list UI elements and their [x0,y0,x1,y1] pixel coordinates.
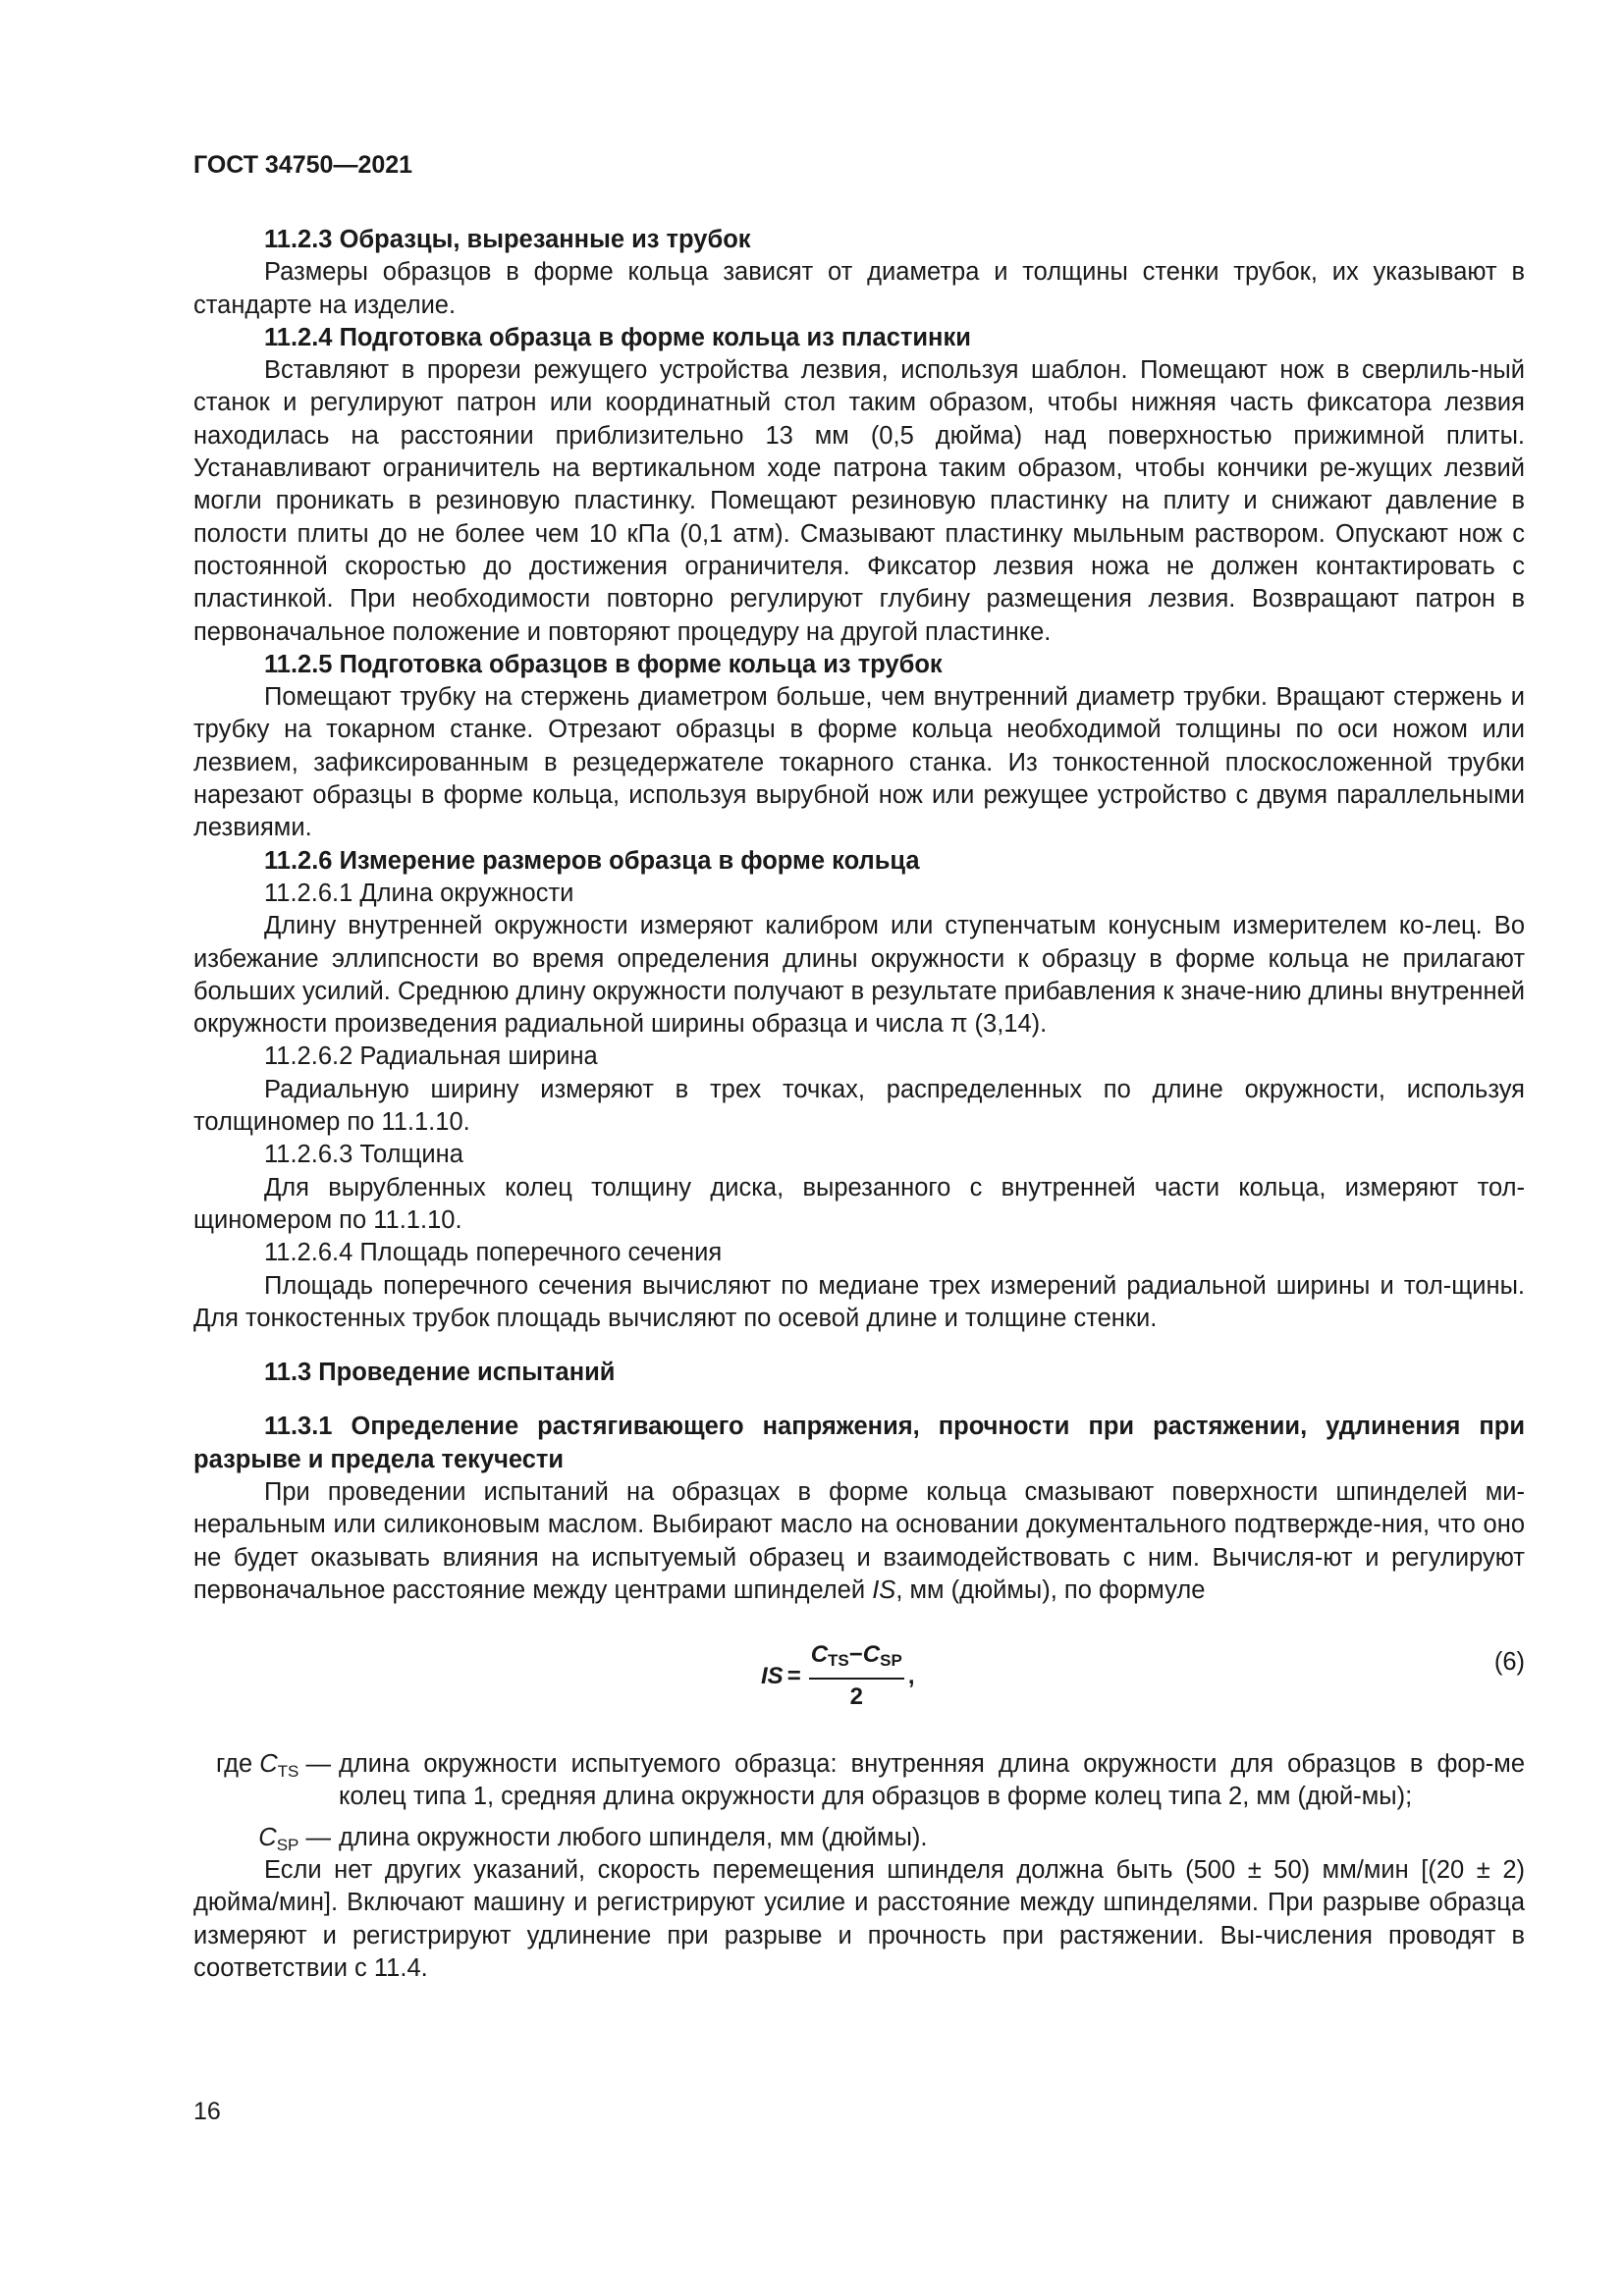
definition-prefix: где [215,1750,260,1779]
formula-c-ts-sub: TS [828,1651,849,1671]
paragraph-11-2-4: Вставляют в прорези режущего устройства лезвия, используя шаблон. Помещают нож в сверлиль-ный станок и регулируют патрон или координатный стол таким образом, чтобы нижняя часть фиксатора лезвия находилась на расстоянии приблизительно 13 мм (0,5 дюйма) над поверхностью прижимной плиты. Устанавливают ограничитель на вертикальном ходе патрона таким образом, чтобы кончики ре-жущих лезвий могли проникать в резиновую пластинку. Помещают резиновую пластинку на плиту и снижают давление в полости плиты до не более чем 10 кПа (0,1 атм). Смазывают пластинку мыльным раствором. Опускают нож с постоянной скоростью до достижения ограничителя. Фиксатор лезвия ножа не должен контактировать с пластинкой. При необходимости повторно регулируют глубину размещения лезвия. Возвращают патрон в первоначальное положение и повторяют процедуру на другой пластинке. [193,356,1525,646]
subsection-title-11-2-6-4: 11.2.6.4 Площадь поперечного сечения [264,1239,723,1267]
definition-symbol-letter: C [258,1823,277,1851]
definition-c-sp [193,1822,1525,1854]
definition-symbol [193,1822,331,1861]
section-title-11-3: 11.3 Проведение испытаний [264,1359,616,1387]
definition-c-ts [193,1748,1525,1814]
definition-symbol-sub: TS [277,1762,299,1782]
definitions-list [193,1748,1525,1854]
formula-c-sp-sub: SP [880,1651,902,1671]
formula-lhs: IS [761,1662,784,1689]
formula-fraction [809,1638,904,1714]
section-title-11-2-5: 11.2.5 Подготовка образцов в форме кольца из трубок [264,650,943,678]
subsection-title-11-2-6-1: 11.2.6.1 Длина окружности [264,879,574,907]
paragraph-11-2-5: Помещают трубку на стержень диаметром больше, чем внутренний диаметр трубки. Вращают стержень и трубку на токарном станке. Отрезают образцы в форме кольца необходимой толщины по оси ножом или лезвием, зафиксированным в резцедержателе токарного станка. Из тонкостенной плоскосложенной трубки нарезают образцы в форме кольца, используя вырубной нож или режущее устройство с двумя параллельными лезвиями. [193,683,1525,842]
subsection-title-11-2-6-3: 11.2.6.3 Толщина [264,1141,463,1169]
subsection-title-11-2-6-2: 11.2.6.2 Радиальная ширина [264,1042,598,1071]
definition-text: длина окружности любого шпинделя, мм (дюймы). [339,1823,928,1851]
paragraph-speed: Если нет других указаний, скорость перемещения шпинделя должна быть (500 ± 50) мм/мин [(20 ± 2) дюйма/мин]. Включают машину и регистрируют усилие и расстояние между шпинделями. При разрыве образца измеряют и регистрируют удлинение при разрыве и прочность при растяжении. Вы-числения проводят в соответствии с 11.4. [193,1856,1525,1982]
paragraph-11-3-1 [193,1476,1525,1607]
definition-symbol [193,1748,331,1788]
paragraph-11-2-6-1: Длину внутренней окружности измеряют калибром или ступенчатым конусным измерителем ко-лец. Во избежание эллипсности во время определения длины окружности к образцу в форме кольца не прилагают больших усилий. Среднюю длину окружности получают в результате прибавления к значе-нию длины внутренней окружности произведения радиальной ширины образца и числа π (3,14). [193,912,1525,1039]
formula-c-ts: C [810,1641,829,1669]
page-body [193,224,1525,1985]
paragraph-11-2-6-2: Радиальную ширину измеряют в трех точках, распределенных по длине окружности, используя толщиномер по 11.1.10. [193,1075,1525,1137]
paragraph-11-2-6-3: Для вырубленных колец толщину диска, вырезанного с внутренней части кольца, измеряют тол-щиномером по 11.1.10. [193,1173,1525,1234]
paragraph-11-2-3: Размеры образцов в форме кольца зависят от диаметра и толщины стенки трубок, их указывают в стандарте на изделие. [193,258,1525,319]
formula-comma: , [907,1662,915,1689]
formula-equals: = [786,1662,801,1689]
formula-expression [761,1638,915,1714]
paragraph-11-3-1-text: При проведении испытаний на образцах в форме кольца смазывают поверхности шпинделей ми-неральным или силиконовым маслом. Выбирают масло на основании документального подтвержде-ния, что оно не будет оказывать влияния на испытуемый образец и взаимодействовать с ним. Вычисля-ют и регулируют первоначальное расстояние между центрами шпинделей [193,1477,1525,1604]
definition-dash: — [298,1823,331,1851]
paragraph-11-2-6-4: Площадь поперечного сечения вычисляют по медиане трех измерений радиальной ширины и тол-щины. Для тонкостенных трубок площадь вычисляют по осевой длине и толщине стенки. [193,1271,1525,1332]
variable-is: IS [872,1575,896,1604]
formula-denominator: 2 [849,1683,863,1711]
section-title-11-2-6: 11.2.6 Измерение размеров образца в форме кольца [264,846,920,875]
section-title-11-2-3: 11.2.3 Образцы, вырезанные из трубок [264,226,751,253]
formula-6 [193,1634,1525,1731]
definition-symbol-letter: C [259,1750,278,1779]
paragraph-11-3-1-tail: , мм (дюймы), по формуле [895,1575,1206,1604]
section-title-11-3-1: 11.3.1 Определение растягивающего напряжения, прочности при растяжении, удлинения при разрыве и предела текучести [193,1413,1525,1473]
formula-number: (6) [1493,1648,1525,1677]
page-number: 16 [193,2098,221,2125]
definition-symbol-sub: SP [276,1835,299,1854]
definition-text: длина окружности испытуемого образца: внутренняя длина окружности для образцов в фор-ме колец типа 1, средняя длина окружности для образцов в форме колец типа 2, мм (дюй-мы); [339,1750,1525,1811]
document-header: ГОСТ 34750—2021 [193,151,413,179]
formula-numerator [809,1638,904,1680]
formula-minus: − [848,1641,863,1669]
formula-c-sp: C [862,1641,881,1669]
definition-dash: — [298,1750,331,1779]
section-title-11-2-4: 11.2.4 Подготовка образца в форме кольца из пластинки [264,323,971,351]
